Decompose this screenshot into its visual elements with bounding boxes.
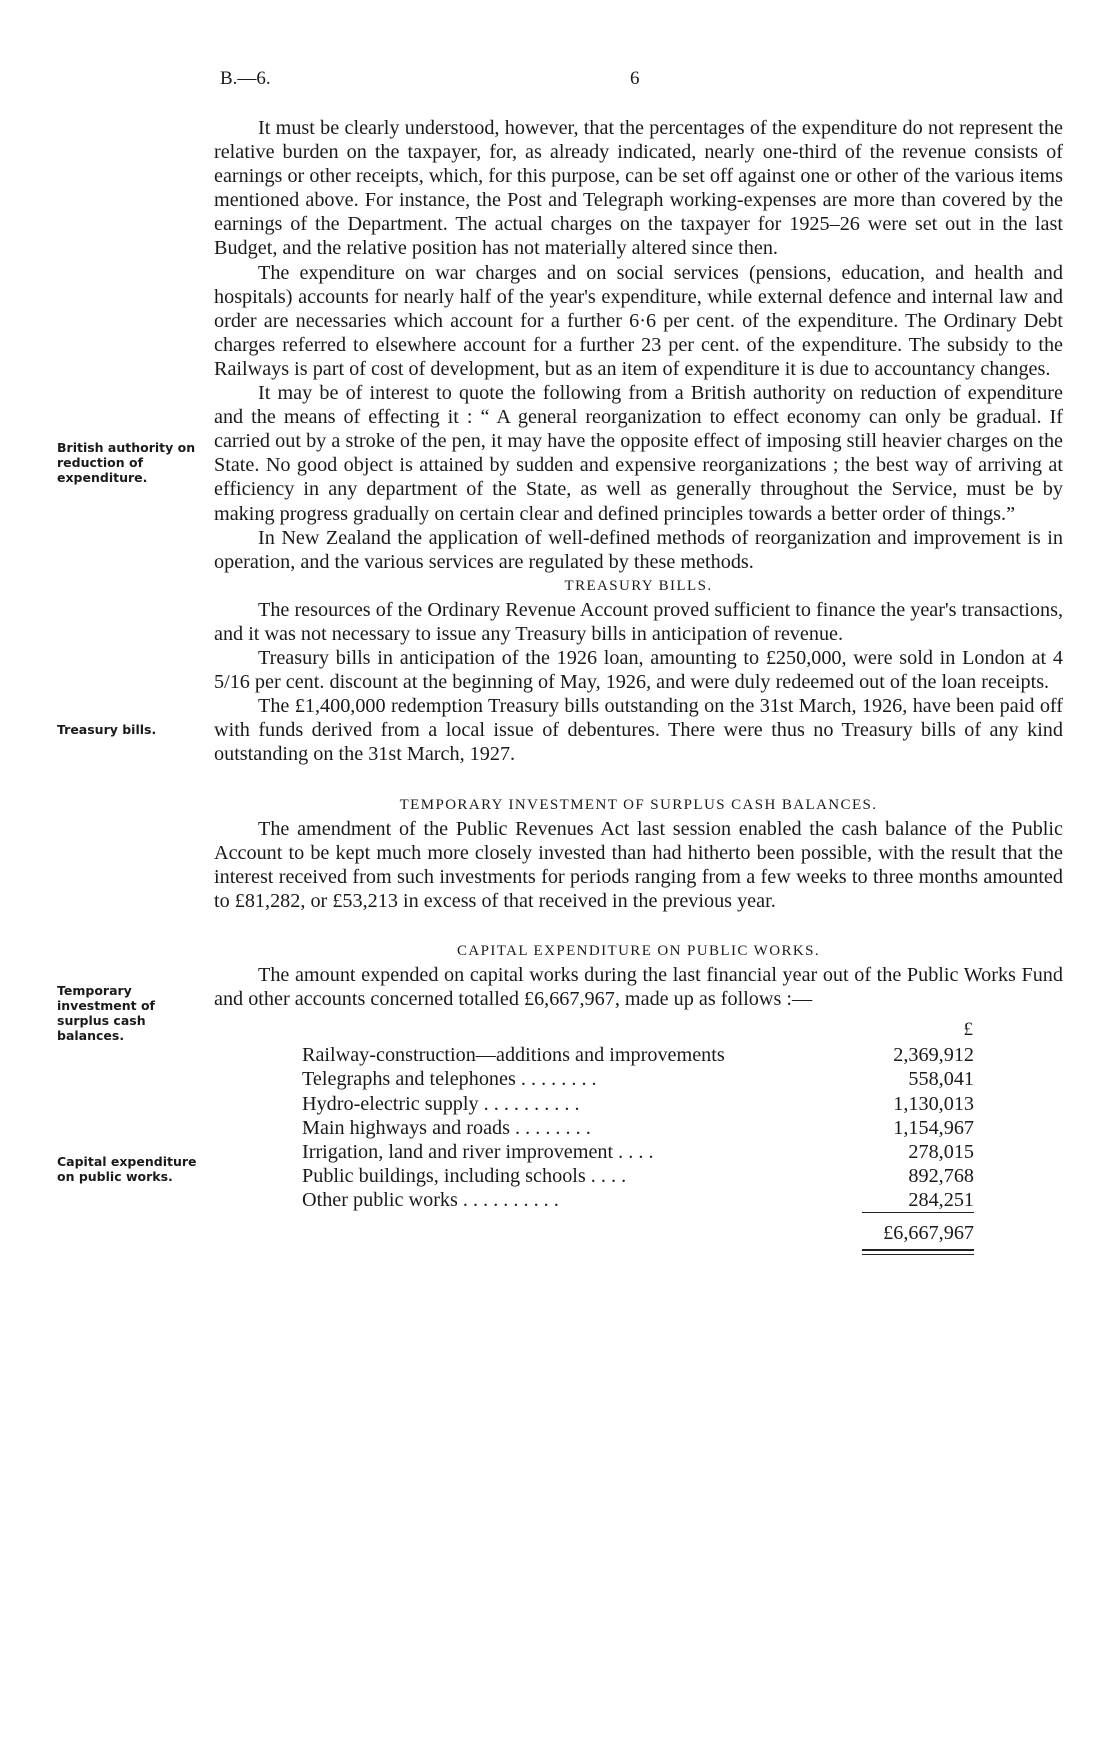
- table-row: [302, 1140, 974, 1164]
- works-item-amount: 1,154,967: [893, 1116, 974, 1139]
- works-total-amount: £6,667,967: [883, 1222, 974, 1245]
- works-item-amount: 2,369,912: [893, 1044, 974, 1067]
- works-item-label: Hydro-electric supply . . . . . . . . . .: [302, 1092, 580, 1115]
- paragraph-capital-works: The amount expended on capital works during the last financial year out of the Public Works Fund and other accounts concerned totalled £6,667,967, made up as follows :—: [214, 964, 1063, 1011]
- heading-temporary-investment: TEMPORARY INVESTMENT OF SURPLUS CASH BALANCES.: [399, 796, 878, 813]
- margin-note-treasury-bills: Treasury bills.: [57, 722, 157, 737]
- table-row: [302, 1043, 974, 1067]
- table-row: [302, 1164, 974, 1188]
- heading-treasury-bills: TREASURY BILLS.: [564, 577, 713, 594]
- table-row: [302, 1092, 974, 1116]
- currency-symbol: £: [963, 1019, 973, 1041]
- document-reference: B.—6.: [220, 68, 271, 89]
- works-item-amount: 284,251: [908, 1188, 974, 1211]
- main-text: [214, 116, 1063, 1255]
- margin-note-british-authority: British authority on reduction of expenditure.: [57, 440, 196, 485]
- works-item-amount: 892,768: [908, 1164, 974, 1187]
- works-item-label: Telegraphs and telephones . . . . . . . .: [302, 1068, 597, 1091]
- total-row: [302, 1213, 974, 1256]
- paragraph-war-charges: The expenditure on war charges and on social services (pensions, education, and health and hospitals) accounts for nearly half of the year's expenditure, while external defence and internal law and order are necessaries which account for a further 6·6 per cent. of the expenditure. The Ordinary Debt charges referred to elsewhere account for a further 23 per cent. of the expenditure. The subsidy to the Railways is part of cost of development, but as an item of expenditure it is due to accountancy changes.: [214, 261, 1063, 380]
- works-item-amount: 1,130,013: [893, 1092, 974, 1115]
- margin-note-capital-expenditure: Capital expenditure on public works.: [57, 1154, 197, 1184]
- works-item-amount: 278,015: [908, 1140, 974, 1163]
- capital-works-table: [302, 1017, 974, 1255]
- works-item-amount: 558,041: [908, 1068, 974, 1091]
- page-header: [220, 68, 1060, 96]
- total-double-rule: [862, 1249, 974, 1255]
- paragraph-percentages: It must be clearly understood, however, that the percentages of the expenditure do not represent the relative burden on the taxpayer, for, as already indicated, nearly one-third of the revenue consists of earnings or other receipts, which, for this purpose, can be set off against one or other of the various items mentioned above. For instance, the Post and Telegraph working-expenses are more than covered by the earnings of the Department. The actual charges on the taxpayer for 1925–26 were set out in the last Budget, and the relative position has not materially altered since then.: [214, 117, 1063, 260]
- works-item-label: Main highways and roads . . . . . . . .: [302, 1116, 591, 1139]
- paragraph-british-authority: It may be of interest to quote the following from a British authority on reduction of expenditure and the means of effecting it : “ A general reorganization to effect economy can only be gradual. If carried out by a stroke of the pen, it may have the opposite effect of imposing still heavier charges on the State. No good object is attained by sudden and expensive reorganizations ; the best way of arriving at efficiency in any department of the State, as well as generally throughout the Service, must be by making progress gradually on certain clear and defined principles towards a better order of things.”: [214, 382, 1063, 525]
- paragraph-public-revenues-act: The amendment of the Public Revenues Act last session enabled the cash balance of the Public Account to be kept much more closely invested than had hitherto been possible, with the result that the interest received from such investments for periods ranging from a few weeks to three months amounted to £81,282, or £53,213 in excess of that received in the previous year.: [214, 817, 1063, 912]
- works-item-label: Railway-construction—additions and improvements: [302, 1044, 725, 1067]
- heading-capital-expenditure: CAPITAL EXPENDITURE ON PUBLIC WORKS.: [457, 943, 820, 959]
- table-row: [302, 1188, 974, 1213]
- paragraph-redemption-bills: The £1,400,000 redemption Treasury bills outstanding on the 31st March, 1926, have been paid off with funds derived from a local issue of debentures. There were thus no Treasury bills of any kind outstanding on the 31st March, 1927.: [214, 695, 1063, 766]
- table-row: [302, 1067, 974, 1091]
- table-row: [302, 1116, 974, 1140]
- paragraph-new-zealand: In New Zealand the application of well-defined methods of reorganization and improvement is in operation, and the various services are regulated by these methods.: [214, 526, 1063, 573]
- currency-header-row: [302, 1017, 974, 1043]
- works-total-cell: [862, 1213, 974, 1256]
- works-item-label: Public buildings, including schools . . . .: [302, 1164, 627, 1187]
- paragraph-ordinary-revenue: The resources of the Ordinary Revenue Account proved sufficient to finance the year's transactions, and it was not necessary to issue any Treasury bills in anticipation of revenue.: [214, 598, 1063, 645]
- works-item-label: Irrigation, land and river improvement . . . .: [302, 1140, 654, 1163]
- margin-note-temporary-investment: Temporary investment of surplus cash balances.: [57, 983, 155, 1043]
- works-item-label: Other public works . . . . . . . . . .: [302, 1189, 559, 1212]
- paragraph-loan-bills: Treasury bills in anticipation of the 1926 loan, amounting to £250,000, were sold in London at 4 5/16 per cent. discount at the beginning of May, 1926, and were duly redeemed out of the loan receipts.: [214, 647, 1063, 694]
- page-number: 6: [630, 68, 640, 89]
